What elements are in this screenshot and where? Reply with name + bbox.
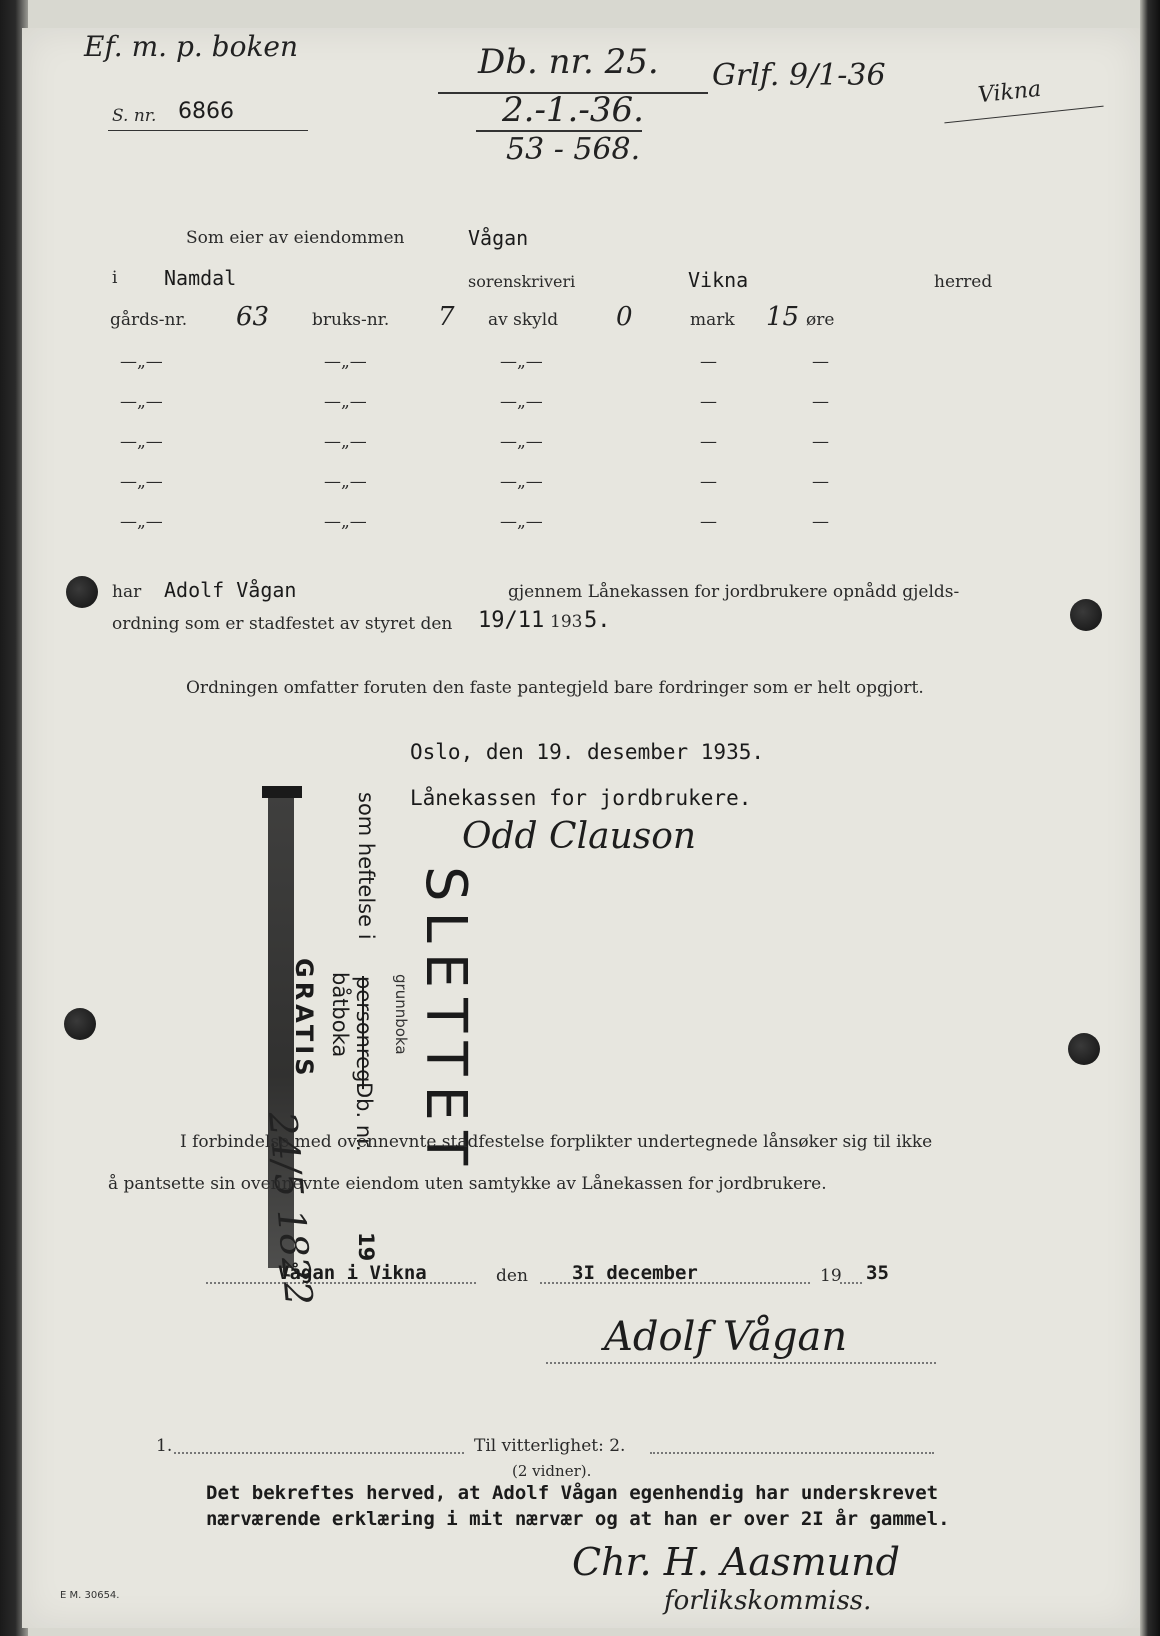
bruks-value: 7 bbox=[438, 302, 455, 332]
witness2-dotline bbox=[650, 1452, 934, 1454]
witness-sub: (2 vidner). bbox=[512, 1462, 592, 1480]
confirm-date: 19/11 bbox=[478, 608, 545, 633]
skyld-value: 0 bbox=[616, 302, 633, 332]
ditto-cell: — bbox=[812, 512, 829, 532]
punch-hole bbox=[64, 1008, 96, 1040]
sign-den-label: den bbox=[496, 1266, 528, 1286]
db-nr: Db. nr. 25. bbox=[478, 42, 659, 82]
ditto-cell: — bbox=[812, 472, 829, 492]
issuer-signature: Odd Clauson bbox=[462, 816, 697, 857]
property-intro: Som eier av eiendommen bbox=[186, 228, 405, 248]
confirm-year-prefix: 193 bbox=[550, 612, 583, 632]
db-ref: 53 - 568. bbox=[506, 132, 641, 167]
stamp-slettet: SLETTET bbox=[413, 866, 478, 1176]
herred-label: herred bbox=[934, 272, 993, 292]
ditto-cell: —„— bbox=[324, 512, 367, 532]
punch-hole bbox=[66, 576, 98, 608]
ditto-cell: —„— bbox=[120, 352, 163, 372]
ore-label: øre bbox=[806, 310, 835, 330]
witness-label: Til vitterlighet: 2. bbox=[474, 1436, 626, 1456]
ditto-cell: — bbox=[812, 352, 829, 372]
grlf-note: Grlf. 9/1-36 bbox=[712, 58, 886, 93]
s-nr-underline bbox=[108, 130, 308, 131]
witness-signature: Chr. H. Aasmund bbox=[572, 1540, 900, 1584]
stamp-personreg: personreg. bbox=[352, 976, 376, 1090]
ditto-cell: —„— bbox=[324, 432, 367, 452]
db-date: 2.-1.-36. bbox=[502, 90, 644, 130]
scope-text: Ordningen omfatter foruten den faste pantegjeld bare fordringer som er helt opgjort. bbox=[186, 678, 924, 698]
s-nr-value: 6866 bbox=[178, 99, 234, 124]
owner-name: Adolf Vågan bbox=[164, 578, 297, 602]
signature-dotline bbox=[546, 1362, 936, 1364]
ditto-cell: — bbox=[812, 432, 829, 452]
stamp-som-heftelse: som heftelse i bbox=[354, 792, 378, 940]
sign-date: 3I december bbox=[572, 1262, 698, 1284]
agreement-line1: gjennem Lånekassen for jordbrukere opnådd gjelds- bbox=[508, 582, 960, 602]
s-nr-label: S. nr. bbox=[112, 106, 157, 126]
vikna-note: Vikna bbox=[976, 76, 1043, 109]
stamp-db-nr: Db. nr. bbox=[352, 1082, 376, 1152]
ditto-cell: —„— bbox=[500, 472, 543, 492]
skyld-label: av skyld bbox=[488, 310, 559, 330]
municipality: Vikna bbox=[688, 268, 749, 292]
ditto-cell: —„— bbox=[120, 392, 163, 412]
ditto-cell: —„— bbox=[324, 392, 367, 412]
ditto-cell: —„— bbox=[500, 392, 543, 412]
stamp-bar-top bbox=[262, 786, 302, 798]
ore-value: 15 bbox=[766, 302, 800, 332]
punch-hole bbox=[1070, 599, 1102, 631]
stamp-handwritten: 24/5 1822 bbox=[260, 1110, 321, 1308]
property-name: Vågan bbox=[468, 226, 529, 250]
ditto-cell: —„— bbox=[120, 512, 163, 532]
agreement-line2: ordning som er stadfestet av styret den bbox=[112, 614, 453, 634]
ditto-cell: — bbox=[700, 472, 717, 492]
scan-edge-right bbox=[1140, 0, 1160, 1636]
mark-label: mark bbox=[690, 310, 735, 330]
ditto-cell: —„— bbox=[500, 432, 543, 452]
witness-confirm-line2: nærværende erklæring i mit nærvær og at han er over 2I år gammel. bbox=[206, 1508, 950, 1530]
confirm-year-suffix: 5. bbox=[584, 608, 611, 633]
sign-year-suffix: 35 bbox=[866, 1262, 889, 1284]
ditto-cell: —„— bbox=[500, 512, 543, 532]
sign-year-prefix: 19 bbox=[820, 1266, 842, 1286]
annotation-left: Ef. m. p. boken bbox=[84, 30, 299, 63]
sign-place: Vågan i Vikna bbox=[278, 1262, 427, 1284]
issuer-org: Lånekassen for jordbrukere. bbox=[410, 786, 752, 810]
witness-confirm-line1: Det bekreftes herved, at Adolf Vågan egenhendig har underskrevet bbox=[206, 1482, 939, 1504]
stamp-year: 19 bbox=[354, 1232, 378, 1262]
ditto-cell: —„— bbox=[120, 432, 163, 452]
stamp-gratis: GRATIS bbox=[290, 958, 318, 1080]
witness-one: 1. bbox=[156, 1436, 173, 1456]
ditto-cell: —„— bbox=[120, 472, 163, 492]
i-label: i bbox=[112, 268, 118, 288]
ditto-cell: — bbox=[812, 392, 829, 412]
bruks-label: bruks-nr. bbox=[312, 310, 390, 330]
punch-hole bbox=[1068, 1033, 1100, 1065]
gards-value: 63 bbox=[236, 302, 270, 332]
ditto-cell: — bbox=[700, 352, 717, 372]
form-number: E M. 30654. bbox=[60, 1590, 120, 1601]
district: Namdal bbox=[164, 266, 237, 290]
ditto-cell: — bbox=[700, 432, 717, 452]
ditto-cell: —„— bbox=[324, 472, 367, 492]
applicant-signature: Adolf Vågan bbox=[604, 1314, 848, 1360]
gards-label: gårds-nr. bbox=[110, 310, 188, 330]
year-dotline bbox=[840, 1282, 862, 1284]
sorenskriveri-label: sorenskriveri bbox=[468, 272, 576, 291]
obligation-line1: I forbindelse med ovennevnte stadfestelse forplikter undertegnede lånsøker sig til ikke bbox=[180, 1132, 933, 1152]
ditto-cell: —„— bbox=[324, 352, 367, 372]
ditto-cell: —„— bbox=[500, 352, 543, 372]
stamp-batboka: båtboka bbox=[328, 972, 352, 1058]
witness-title: forlikskommiss. bbox=[664, 1586, 872, 1616]
stamp-grunnboka: grunnboka bbox=[392, 974, 410, 1055]
ditto-cell: — bbox=[700, 512, 717, 532]
ditto-cell: — bbox=[700, 392, 717, 412]
issue-place-date: Oslo, den 19. desember 1935. bbox=[410, 740, 765, 764]
har-label: har bbox=[112, 582, 142, 602]
obligation-line2: å pantsette sin ovennevnte eiendom uten samtykke av Lånekassen for jordbrukere. bbox=[108, 1174, 827, 1194]
witness1-dotline bbox=[174, 1452, 464, 1454]
